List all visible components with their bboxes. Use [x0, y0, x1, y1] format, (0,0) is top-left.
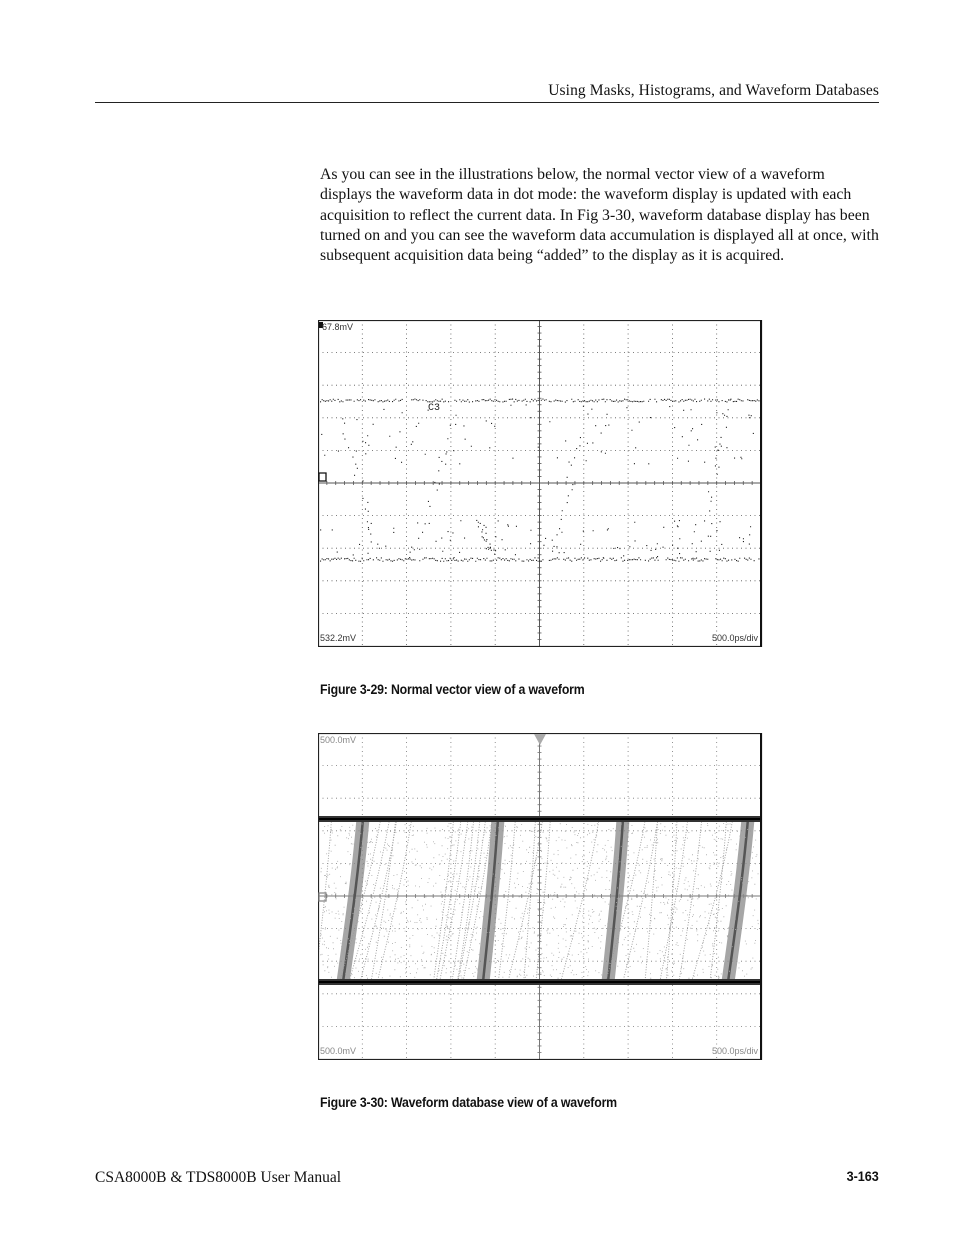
scope-screen-database	[318, 733, 763, 1060]
scope-graticule	[318, 733, 761, 1059]
scope-screen-vector	[318, 320, 763, 647]
eye-trace	[371, 819, 396, 982]
eye-trace	[436, 819, 461, 982]
scope-bottom-voltage-label: 532.2mV	[320, 633, 357, 643]
trigger-position-icon	[534, 734, 546, 745]
eye-trace	[561, 819, 599, 982]
scope-timebase-label: 500.0ps/div	[711, 1046, 758, 1056]
figure-3-29-scope-display	[318, 320, 763, 647]
eye-trace	[645, 819, 658, 982]
footer-manual-title: CSA8000B & TDS8000B User Manual	[95, 1169, 342, 1186]
eye-trace	[440, 819, 469, 982]
running-head: Using Masks, Histograms, and Waveform Databases	[548, 82, 879, 99]
eye-trace	[457, 819, 480, 982]
scope-top-voltage-label: 500.0mV	[320, 735, 357, 745]
eye-trace	[524, 819, 536, 982]
figure-3-30-caption: Figure 3-30: Waveform database view of a waveform	[320, 1094, 617, 1110]
eye-trace	[660, 819, 688, 982]
eye-high-rail-core	[318, 818, 761, 820]
scope-bottom-voltage-label: 500.0mV	[320, 1046, 357, 1056]
body-paragraph: As you can see in the illustrations below, the normal vector view of a waveform displays the waveform data in dot mode: the waveform display is updated with each acquisition to reflect the current data. In Fig 3-30, waveform database display has been turned on and you can see the waveform data accumulation is displayed all at once, with subsequent acquisition data being “added” to the display as it is acquired.	[320, 166, 879, 265]
ground-marker-icon	[319, 473, 326, 481]
scope-top-voltage-label: 67.8mV	[322, 322, 354, 332]
figure-3-30-scope-display	[318, 733, 763, 1060]
footer-page-number: 3-163	[846, 1168, 879, 1184]
header-rule	[95, 102, 879, 103]
scope-timebase-label: 500.0ps/div	[711, 633, 758, 643]
channel-label: C3	[428, 403, 441, 414]
scope-graticule	[318, 320, 761, 646]
figure-3-29-caption: Figure 3-29: Normal vector view of a waveform	[320, 681, 585, 697]
eye-low-rail-core	[318, 981, 761, 983]
